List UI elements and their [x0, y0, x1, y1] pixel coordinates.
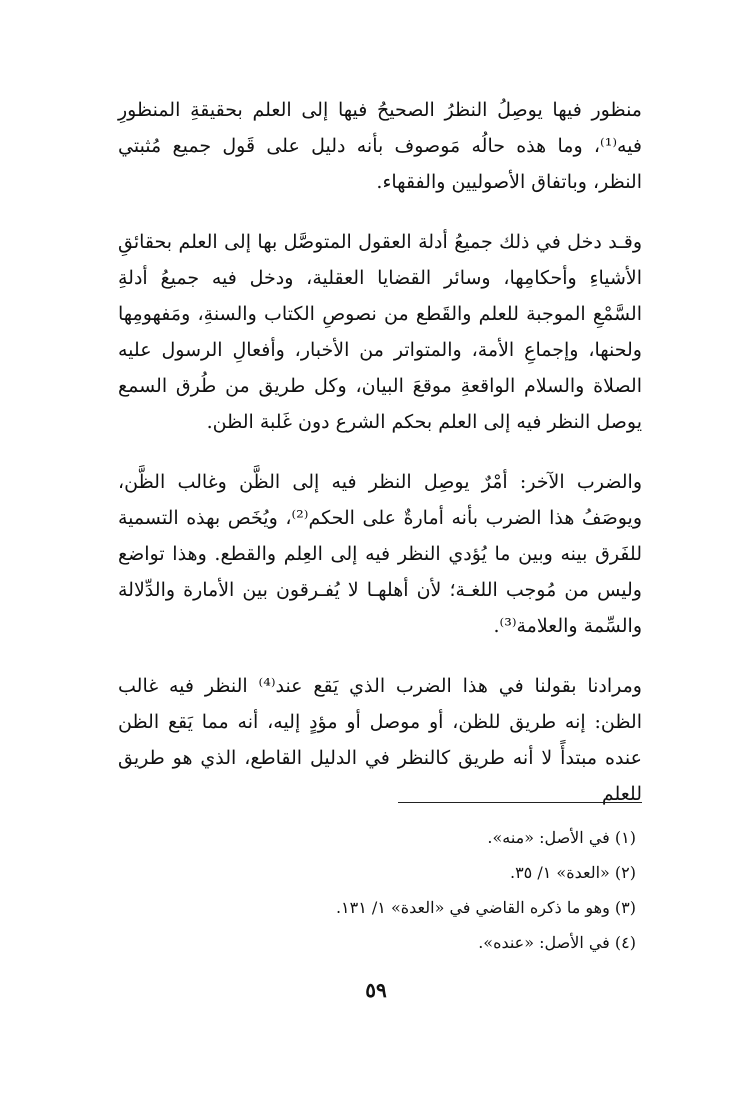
- paragraph-2: وقـد دخل في ذلك جميعُ أدلة العقول المتوصَّل بها إلى العلم بحقائقِ الأشياءِ وأحكامِها، وسائر القضايا العقلية، ودخل فيه جميعُ أدلةِ السَّمْعِ الموجبة للعلم والقَطع من نصوصِ الكتاب والسنةِ، ومَفهومِها ولحنها، وإجماعِ الأمة، والمتواتر من الأخبار، وأفعالِ الرسول عليه الصلاة والسلام الواقعةِ موقعَ البيان، وكل طريق من طُرق السمع يوصل النظر فيه إلى العلم بحكم الشرع دون غَلبة الظن.: [118, 231, 642, 433]
- paragraph-3: والضرب الآخر: أمْرٌ يوصِل النظر فيه إلى الظَّن وغالب الظَّن، ويوصَفُ هذا الضرب بأنه أمارةٌ على الحكم⁽²⁾، ويُخَص بهذه التسمية للفَرق بينه وبين ما يُؤدي النظر فيه إلى العِلم والقطع. وهذا تواضع وليس من مُوجب اللغـة؛ لأن أهلهـا لا يُفـرقون بين الأمارة والدِّلالة والسِّمة والعلامة⁽³⁾.: [118, 471, 642, 637]
- footnote-1: (١) في الأصل: «منه».: [487, 828, 636, 847]
- page-number: ٥٩: [365, 978, 387, 1002]
- main-text: [118, 92, 642, 836]
- footnote-divider: [398, 802, 642, 803]
- paragraph-1: منظور فيها يوصِلُ النظرُ الصحيحُ فيها إلى العلم بحقيقةِ المنظورِ فيه⁽¹⁾، وما هذه حالُه مَوصوف بأنه دليل على قَول جميع مُثبتي النظر، وباتفاق الأصوليين والفقهاء.: [118, 99, 642, 193]
- footnote-2: (٢) «العدة» ١/ ٣٥.: [509, 863, 636, 882]
- paragraph-4: ومرادنا بقولنا في هذا الضرب الذي يَقع عند⁽⁴⁾ النظر فيه غالب الظن: إنه طريق للظن، أو موصل أو مؤدٍ إليه، أنه مما يَقع الظن عنده مبتدأً لا أنه طريق كالنظر في الدليل القاطع، الذي هو طريق للعلم: [118, 675, 642, 805]
- footnote-3: (٣) وهو ما ذكره القاضي في «العدة» ١/ ١٣١.: [335, 898, 636, 917]
- footnotes: [118, 820, 636, 960]
- footnote-4: (٤) في الأصل: «عنده».: [478, 933, 636, 952]
